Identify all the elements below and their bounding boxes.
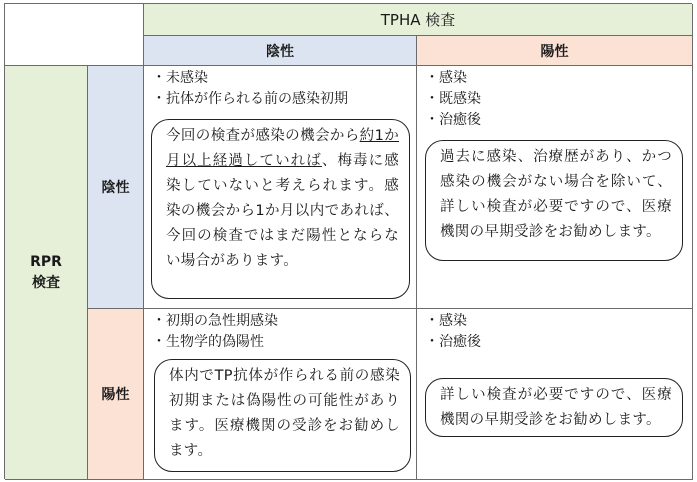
advice-note: 過去に感染、治療歴があり、かつ感染の機会がない場合を除いて、詳しい検査が必要ですので、医療機関の早期受診をお勧めします。 (425, 140, 683, 261)
cell-rpr-pos-tpha-pos (417, 309, 693, 480)
cell-rpr-neg-tpha-pos (417, 66, 693, 309)
advice-note (151, 119, 410, 299)
advice-note: 体内でTP抗体が作られる前の感染初期または偽陽性の可能性があります。医療機関の受診をお勧めします。 (154, 359, 411, 472)
bullet-item: ・ 治癒後 (425, 332, 481, 353)
bullet-item: ・ 既感染 (425, 89, 481, 110)
bullet-item: ・ 初期の急性期感染 (152, 311, 278, 332)
table-corner (5, 4, 144, 66)
rpr-header (5, 66, 88, 480)
rpr-positive-header: 陽性 (88, 309, 144, 480)
bullet-item: ・ 感染 (425, 68, 481, 89)
cell-rpr-pos-tpha-neg (144, 309, 417, 480)
rpr-negative-header: 陰性 (88, 66, 144, 309)
note-text: 、梅毒に感染していないと考えられます。感染の機会から1か月以内であれば、今回の検査ではまだ陽性とならない場合があります。 (166, 153, 400, 269)
bullet-item: ・ 未感染 (152, 68, 348, 89)
bullet-list (425, 68, 481, 131)
note-underlined-text: 約1か月以上経過していれば (166, 128, 399, 169)
bullet-list (152, 311, 278, 353)
cell-rpr-neg-tpha-neg (144, 66, 417, 309)
bullet-item: ・ 感染 (425, 311, 481, 332)
tpha-negative-header: 陰性 (144, 36, 417, 66)
result-matrix-table (4, 3, 692, 479)
bullet-item: ・ 治癒後 (425, 110, 481, 131)
rpr-header-line2: 検査 (32, 274, 60, 291)
bullet-item: ・ 抗体が作られる前の感染初期 (152, 89, 348, 110)
tpha-positive-header: 陽性 (417, 36, 693, 66)
bullet-item: ・ 生物学的偽陽性 (152, 332, 278, 353)
advice-note: 詳しい検査が必要ですので、医療機関の早期受診をお勧めします。 (425, 378, 683, 437)
note-text: 今回の検査が感染の機会から (166, 128, 360, 144)
tpha-header: TPHA 検査 (144, 4, 693, 36)
rpr-header-line1: RPR (30, 253, 62, 270)
bullet-list (152, 68, 348, 110)
bullet-list (425, 311, 481, 353)
